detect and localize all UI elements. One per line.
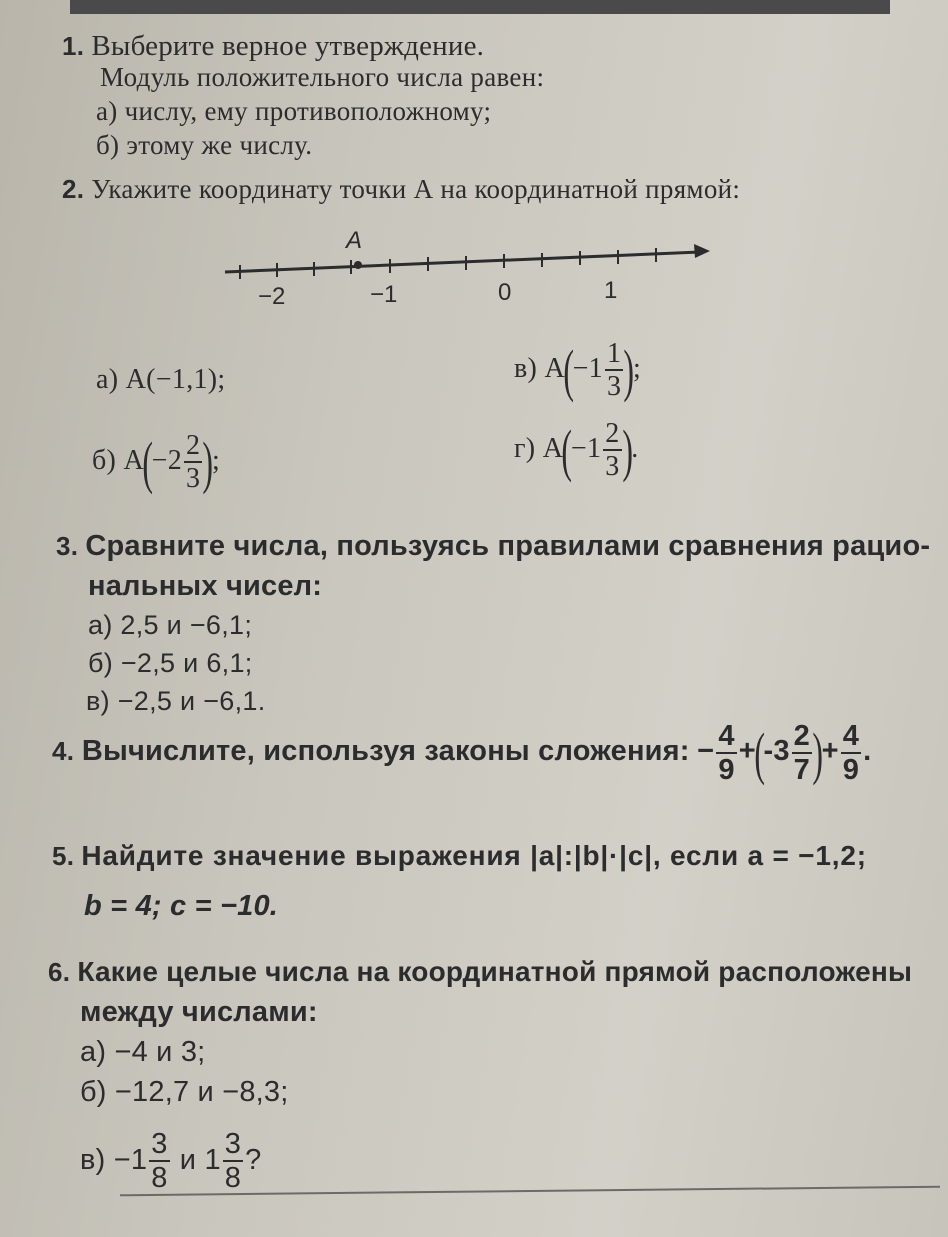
task1-title: Выберите верное утверждение. — [91, 30, 485, 62]
numerator: 3 — [151, 1128, 168, 1160]
task5-number: 5. — [52, 841, 75, 871]
task2-number: 2. — [62, 174, 85, 204]
task4-line — [52, 722, 871, 785]
number-line-arrow — [694, 244, 710, 258]
numerator: 2 — [186, 430, 201, 461]
task2-option-g-whole: −1 — [570, 432, 602, 464]
fraction1-sign: − — [697, 735, 715, 768]
task6-line2: между числами: — [80, 996, 318, 1028]
numerator: 1 — [607, 338, 622, 369]
task2-option-g — [514, 417, 639, 483]
task6-option-v-mid: и 1 — [179, 1144, 221, 1177]
tick-label-minus1: −1 — [370, 281, 398, 308]
mixed-whole: -3 — [763, 735, 790, 768]
task1-option-a: а) числу, ему противоположному; — [96, 96, 492, 126]
task6-text: Какие целые числа на координатной прямой расположены — [77, 956, 913, 987]
task3-option-b: б) −2,5 и 6,1; — [88, 648, 253, 678]
denominator: 9 — [718, 754, 735, 786]
task6-option-v-fraction1 — [149, 1130, 169, 1193]
task6-option-v-fraction2 — [223, 1130, 243, 1193]
task6-number: 6. — [48, 957, 71, 987]
numerator: 2 — [793, 720, 811, 752]
right-paren: ) — [621, 417, 633, 483]
plus-sign-2: + — [821, 735, 839, 768]
task2-option-g-fraction — [603, 420, 621, 481]
task1-line2: Модуль положительного числа равен: — [100, 62, 545, 92]
right-paren: ) — [812, 720, 824, 786]
task5-line2: b = 4; c = −10. — [84, 890, 279, 922]
mixed-fraction — [792, 722, 812, 785]
task2-line — [62, 174, 740, 205]
numerator: 2 — [605, 418, 620, 449]
left-paren: ( — [142, 429, 154, 495]
task1-option-b: б) этому же числу. — [96, 130, 313, 160]
left-paren: ( — [754, 720, 766, 786]
numerator: 4 — [718, 720, 735, 752]
task4-text: Вычислите, используя законы сложения: — [81, 735, 690, 768]
right-paren: ) — [202, 429, 214, 495]
task2-option-b-whole: −2 — [151, 444, 183, 476]
point-a-dot — [354, 261, 362, 269]
tick-label-minus2: −2 — [258, 283, 286, 308]
task5-line1 — [52, 840, 867, 872]
number-line — [210, 228, 730, 308]
task1-number: 1. — [62, 31, 85, 61]
task6-option-a: а) −4 и 3; — [80, 1036, 206, 1068]
task2-option-b — [92, 429, 221, 495]
plus-sign-1: + — [738, 735, 756, 768]
task2-option-g-end: . — [631, 432, 639, 464]
denominator: 8 — [151, 1162, 168, 1194]
point-a-label: A — [346, 228, 363, 254]
left-paren: ( — [561, 417, 573, 483]
task5-text: Найдите значение выражения |a|:|b|·|c|, если a = −1,2; — [81, 840, 867, 871]
fraction3 — [841, 722, 861, 785]
task3-text: Сравните числа, пользуясь правилами сравнения рацио- — [85, 530, 931, 562]
fraction1 — [716, 722, 736, 785]
task3-number: 3. — [56, 531, 79, 561]
tick-label-1: 1 — [604, 277, 618, 304]
number-line-axis — [225, 252, 700, 272]
task1-line1 — [62, 30, 484, 63]
left-paren: ( — [563, 337, 575, 403]
task3-line2: нальных чисел: — [88, 570, 323, 602]
denominator: 8 — [224, 1162, 242, 1194]
task2-option-v — [514, 337, 642, 403]
task2-text: Укажите координату точки А на координатной прямой: — [91, 174, 741, 204]
task6-option-v — [80, 1130, 261, 1193]
task3-option-v: в) −2,5 и −6,1. — [86, 686, 266, 716]
task2-option-b-end: ; — [211, 444, 221, 476]
task2-option-a: а) A(−1,1); — [96, 364, 226, 395]
task2-option-v-end: ; — [632, 352, 642, 384]
task6-option-v-prefix: в) −1 — [80, 1144, 148, 1177]
denominator: 9 — [842, 754, 860, 786]
task2-option-v-whole: −1 — [572, 352, 603, 384]
task6-option-b: б) −12,7 и −8,3; — [80, 1076, 289, 1108]
denominator: 7 — [793, 754, 811, 786]
denominator: 3 — [607, 371, 622, 402]
task2-option-g-prefix: г) A — [514, 432, 564, 464]
task6-line1 — [48, 956, 912, 988]
task3-option-a: а) 2,5 и −6,1; — [88, 610, 253, 640]
tick-label-0: 0 — [498, 279, 512, 306]
task2-option-v-prefix: в) A — [514, 352, 565, 384]
task6-option-v-end: ? — [245, 1144, 262, 1177]
task2-option-b-prefix: б) A — [92, 444, 144, 476]
denominator: 3 — [186, 463, 201, 494]
denominator: 3 — [605, 451, 620, 482]
numerator: 4 — [842, 720, 860, 752]
task4-number: 4. — [52, 736, 75, 767]
numerator: 3 — [224, 1128, 242, 1160]
task4-end: . — [863, 735, 872, 768]
task2-option-v-fraction — [605, 340, 623, 401]
top-dark-strip — [70, 0, 890, 14]
task2-option-b-fraction — [184, 432, 202, 493]
right-paren: ) — [623, 337, 635, 403]
task3-line1 — [56, 530, 930, 563]
